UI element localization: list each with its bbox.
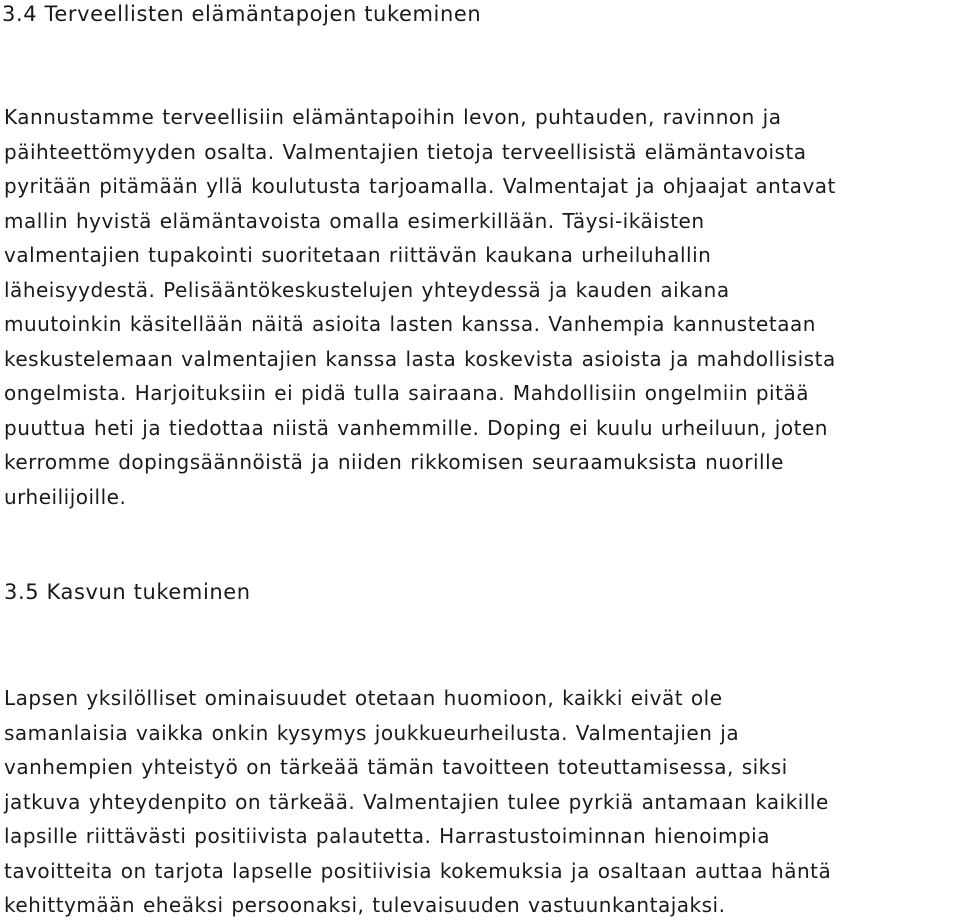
section-heading-healthy-lifestyle: 3.4 Terveellisten elämäntapojen tukeminen bbox=[2, 2, 482, 26]
text-line: jatkuva yhteydenpito on tärkeää. Valmentajien tulee pyrkiä antamaan kaikille bbox=[4, 789, 829, 814]
text-line: valmentajien tupakointi suoritetaan riittävän kaukana urheiluhallin bbox=[4, 243, 712, 267]
paragraph-healthy-lifestyle bbox=[4, 100, 836, 514]
text-line: kehittymään eheäksi persoonaksi, tulevaisuuden vastuunkantajaksi. bbox=[4, 893, 726, 917]
text-line: mallin hyvistä elämäntavoista omalla esimerkillään. Täysi-ikäisten bbox=[4, 208, 705, 233]
text-line: urheilijoille. bbox=[4, 484, 127, 509]
text-line: keskustelemaan valmentajien kanssa lasta koskevista asioista ja mahdollisista bbox=[4, 346, 836, 371]
text-line: kerromme dopingsäännöistä ja niiden rikkomisen seuraamuksista nuorille bbox=[4, 450, 784, 474]
text-line: päihteettömyyden osalta. Valmentajien tietoja terveellisistä elämäntavoista bbox=[4, 139, 807, 164]
text-line: tavoitteita on tarjota lapselle positiivisia kokemuksia ja osaltaan auttaa häntä bbox=[4, 858, 832, 883]
text-line: pyritään pitämään yllä koulutusta tarjoamalla. Valmentajat ja ohjaajat antavat bbox=[4, 174, 836, 198]
text-line: Lapsen yksilölliset ominaisuudet otetaan huomioon, kaikki eivät ole bbox=[4, 686, 723, 710]
text-line: samanlaisia vaikka onkin kysymys joukkueurheilusta. Valmentajien ja bbox=[4, 720, 740, 745]
text-line: muutoinkin käsitellään näitä asioita lasten kanssa. Vanhempia kannustetaan bbox=[4, 312, 816, 336]
text-line: läheisyydestä. Pelisääntökeskustelujen yhteydessä ja kauden aikana bbox=[4, 277, 730, 302]
text-line: Kannustamme terveellisiin elämäntapoihin levon, puhtauden, ravinnon ja bbox=[4, 105, 782, 129]
text-line: vanhempien yhteistyö on tärkeää tämän tavoitteen toteuttamisessa, siksi bbox=[4, 755, 788, 779]
text-line: puuttua heti ja tiedottaa niistä vanhemmille. Doping ei kuulu urheiluun, joten bbox=[4, 415, 828, 440]
section-heading-growth-support: 3.5 Kasvun tukeminen bbox=[4, 580, 251, 604]
text-line: lapsille riittävästi positiivista palautetta. Harrastustoiminnan hienoimpia bbox=[4, 824, 770, 848]
paragraph-growth-support bbox=[4, 681, 831, 923]
text-line: ongelmista. Harjoituksiin ei pidä tulla sairaana. Mahdollisiin ongelmiin pitää bbox=[4, 381, 809, 405]
